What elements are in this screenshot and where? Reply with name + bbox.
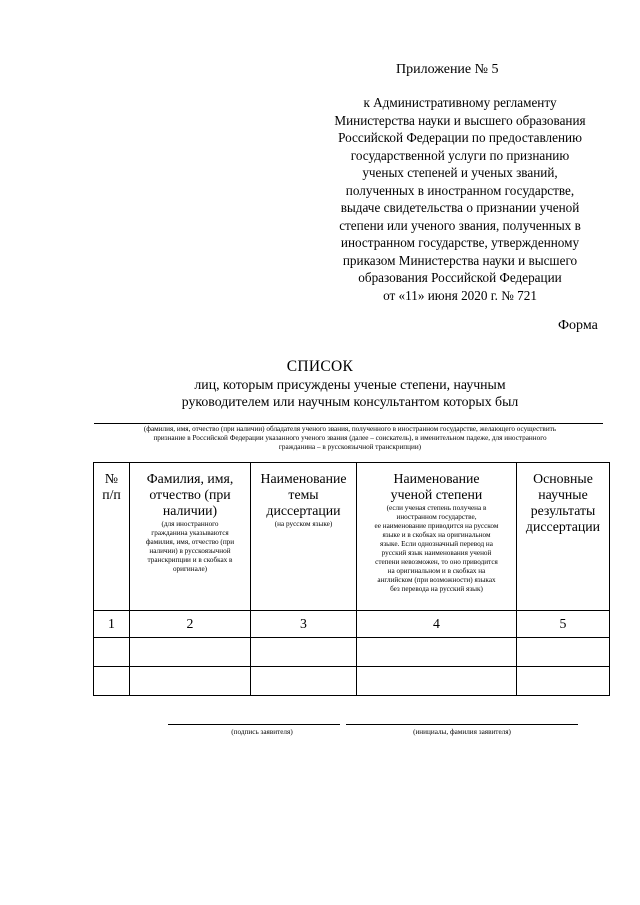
column-header-results	[517, 463, 610, 611]
applicant-fill-line[interactable]	[94, 423, 603, 424]
signature-line[interactable]	[168, 724, 340, 725]
table-cell[interactable]	[357, 667, 517, 696]
table-cell[interactable]	[94, 638, 130, 667]
table-cell[interactable]	[130, 667, 251, 696]
column-number: 3	[251, 611, 357, 638]
applicant-fill-hint: (фамилия, имя, отчество (при наличии) обладателя ученого звания, полученного в иностранном государстве, желающего осуществить признание в Российской Федерации указанного ученого звания (далее – соискатель), в именительном падеже, для иностранного гражданина – в русскоязычной транскрипции)	[143, 425, 557, 452]
column-title: № п/п	[102, 471, 121, 502]
signature-caption: (подпись заявителя)	[231, 728, 293, 736]
list-subtitle: лиц, которым присуждены ученые степени, научным руководителем или научным консультантом которых был	[181, 377, 519, 409]
column-number: 4	[357, 611, 517, 638]
column-title: Наименование темы диссертации	[260, 471, 347, 518]
table-header-row	[94, 463, 610, 611]
applicant-name-line[interactable]	[346, 724, 578, 725]
column-header-thesis-topic	[251, 463, 357, 611]
column-note: (для иностранного гражданина указываются фамилия, имя, отчество (при наличии) в русскоязычной транскрипции и в скобках в оригинале)	[145, 520, 235, 573]
table-cell[interactable]	[357, 638, 517, 667]
persons-table	[93, 462, 610, 696]
column-number: 2	[130, 611, 251, 638]
appendix-title: Приложение № 5	[396, 62, 499, 77]
list-title: СПИСОК	[286, 358, 354, 375]
column-note: (если ученая степень получена в иностранном государстве, ее наименование приводится на русском языке и в скобках на оригинальном языке. Если однозначный перевод на русский язык наименования ученой степени невозможен, то оно приводится на оригинальном и в скобках на английском (при возможности) языках без перевода на русский язык)	[374, 504, 499, 593]
form-label: Форма	[558, 318, 598, 333]
table-cell[interactable]	[251, 638, 357, 667]
column-header-degree	[357, 463, 517, 611]
column-number: 5	[517, 611, 610, 638]
column-title: Фамилия, имя, отчество (при наличии)	[146, 471, 234, 518]
column-header-number	[94, 463, 130, 611]
table-cell[interactable]	[94, 667, 130, 696]
column-title: Наименование ученой степени	[390, 471, 483, 502]
table-cell[interactable]	[251, 667, 357, 696]
column-note: (на русском языке)	[274, 520, 333, 528]
column-number: 1	[94, 611, 130, 638]
regulation-reference: к Административному регламенту Министерства науки и высшего образования Российской Федерации по предоставлению государственной услуги по признанию ученых степеней и ученых званий, полученных в иностранном государстве, выдаче свидетельства о признании ученой степени или ученого звания, полученных в иностранном государстве, утвержденному приказом Министерства науки и высшего образования Российской Федерации от «11» июня 2020 г. № 721	[334, 95, 586, 303]
table-cell[interactable]	[130, 638, 251, 667]
column-title: Основные научные результаты диссертации	[525, 471, 601, 534]
column-header-name	[130, 463, 251, 611]
applicant-name-caption: (инициалы, фамилия заявителя)	[413, 728, 511, 736]
table-row	[94, 638, 610, 667]
table-cell[interactable]	[517, 667, 610, 696]
table-row	[94, 667, 610, 696]
table-cell[interactable]	[517, 638, 610, 667]
column-number-row	[94, 611, 610, 638]
